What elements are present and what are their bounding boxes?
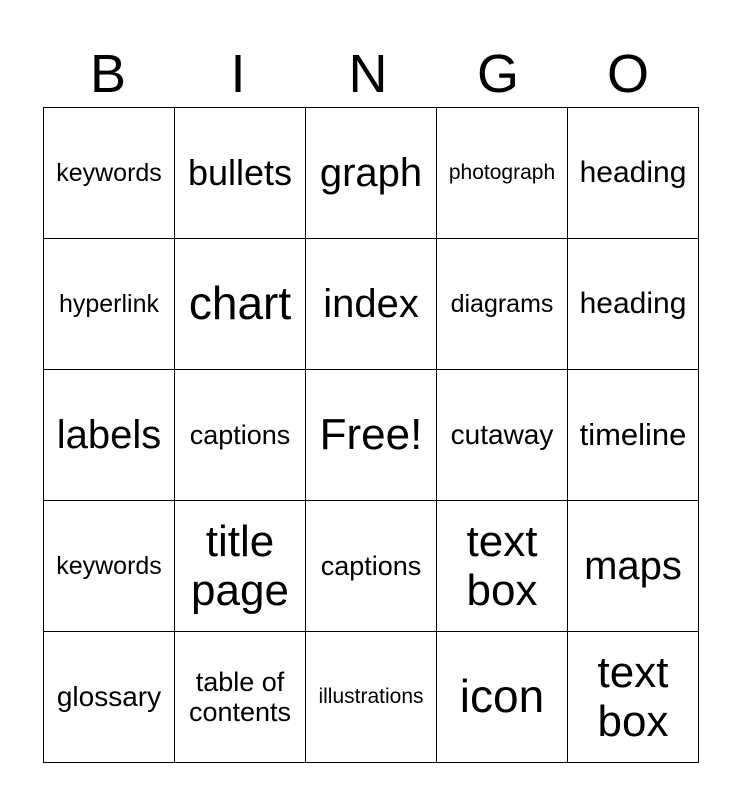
bingo-cell: index: [306, 239, 437, 370]
bingo-row: [44, 501, 699, 632]
bingo-cell: cutaway: [437, 370, 568, 501]
bingo-card-grid: [43, 107, 699, 763]
bingo-cell: text box: [568, 632, 699, 763]
bingo-cell: text box: [437, 501, 568, 632]
bingo-row: [44, 370, 699, 501]
bingo-cell: heading: [568, 239, 699, 370]
bingo-cell: heading: [568, 108, 699, 239]
bingo-cell: maps: [568, 501, 699, 632]
header-letter-o: O: [606, 44, 649, 104]
bingo-cell: illustrations: [306, 632, 437, 763]
header-letter-i: I: [230, 44, 246, 104]
header-letter-b: B: [89, 44, 127, 104]
bingo-cell: keywords: [44, 108, 175, 239]
bingo-cell: timeline: [568, 370, 699, 501]
header-letter-n: N: [348, 44, 388, 104]
bingo-cell: chart: [175, 239, 306, 370]
bingo-cell: diagrams: [437, 239, 568, 370]
header-letter-g: G: [476, 44, 519, 104]
bingo-cell: photograph: [437, 108, 568, 239]
bingo-cell: table of contents: [175, 632, 306, 763]
bingo-row: [44, 632, 699, 763]
bingo-cell: icon: [437, 632, 568, 763]
bingo-cell: graph: [306, 108, 437, 239]
bingo-row: [44, 108, 699, 239]
bingo-cell: hyperlink: [44, 239, 175, 370]
bingo-cell: title page: [175, 501, 306, 632]
bingo-header: [43, 40, 693, 108]
bingo-cell: keywords: [44, 501, 175, 632]
bingo-cell: glossary: [44, 632, 175, 763]
bingo-row: [44, 239, 699, 370]
bingo-cell: labels: [44, 370, 175, 501]
bingo-cell: captions: [175, 370, 306, 501]
bingo-cell: Free!: [306, 370, 437, 501]
bingo-cell: captions: [306, 501, 437, 632]
bingo-cell: bullets: [175, 108, 306, 239]
